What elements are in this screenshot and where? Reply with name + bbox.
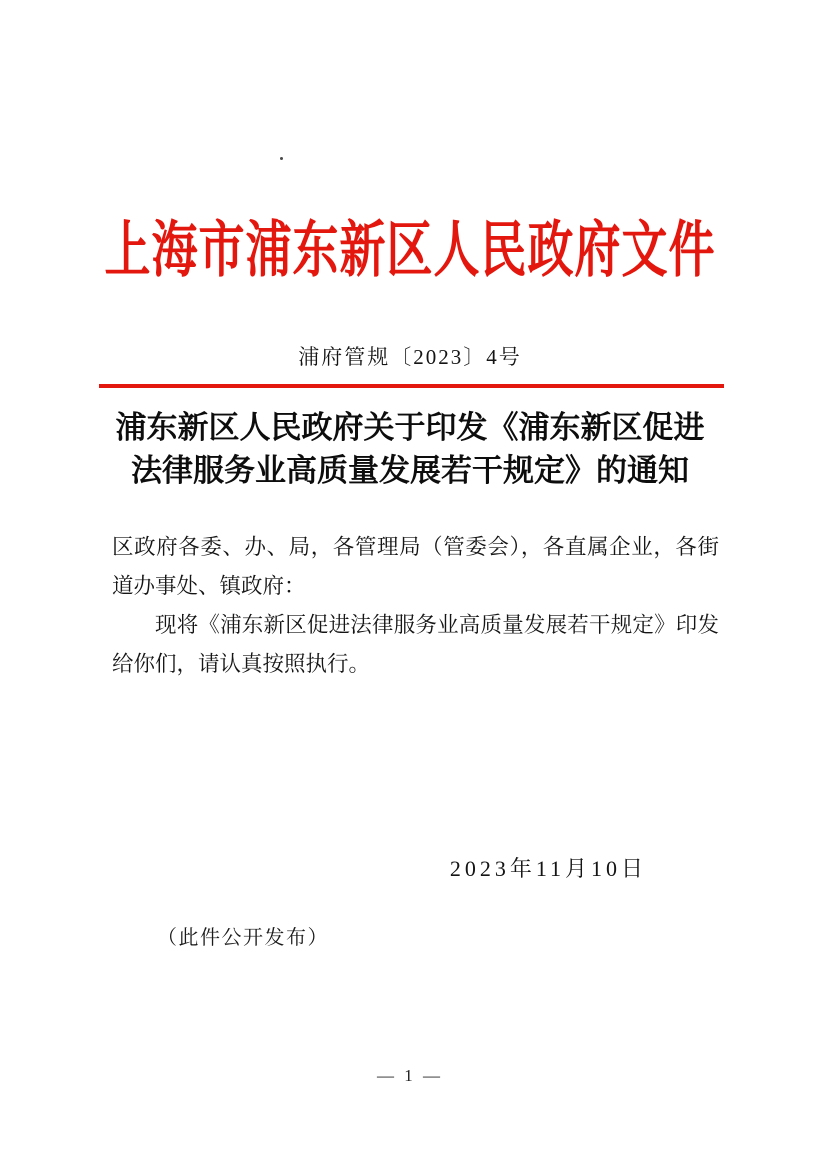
document-body [112,528,719,684]
red-divider-line [99,384,724,388]
document-letterhead: 上海市浦东新区人民政府文件 [104,216,716,284]
notice-title-line2: 法律服务业高质量发展若干规定》的通知 [131,453,689,488]
scan-artifact-dot [280,157,283,160]
public-release-note: （此件公开发布） [157,927,329,949]
document-date: 2023年11月10日 [449,856,647,881]
notice-title [0,406,820,492]
salutation-text: 区政府各委、办、局，各管理局（管委会），各直属企业，各街道办事处、镇政府： [112,535,719,598]
page-number: — 1 — [377,1066,443,1085]
document-number: 浦府管规〔2023〕4号 [298,345,522,369]
body-paragraph: 现将《浦东新区促进法律服务业高质量发展若干规定》印发给你们，请认真按照执行。 [112,613,719,676]
notice-title-line1: 浦东新区人民政府关于印发《浦东新区促进 [115,410,705,445]
